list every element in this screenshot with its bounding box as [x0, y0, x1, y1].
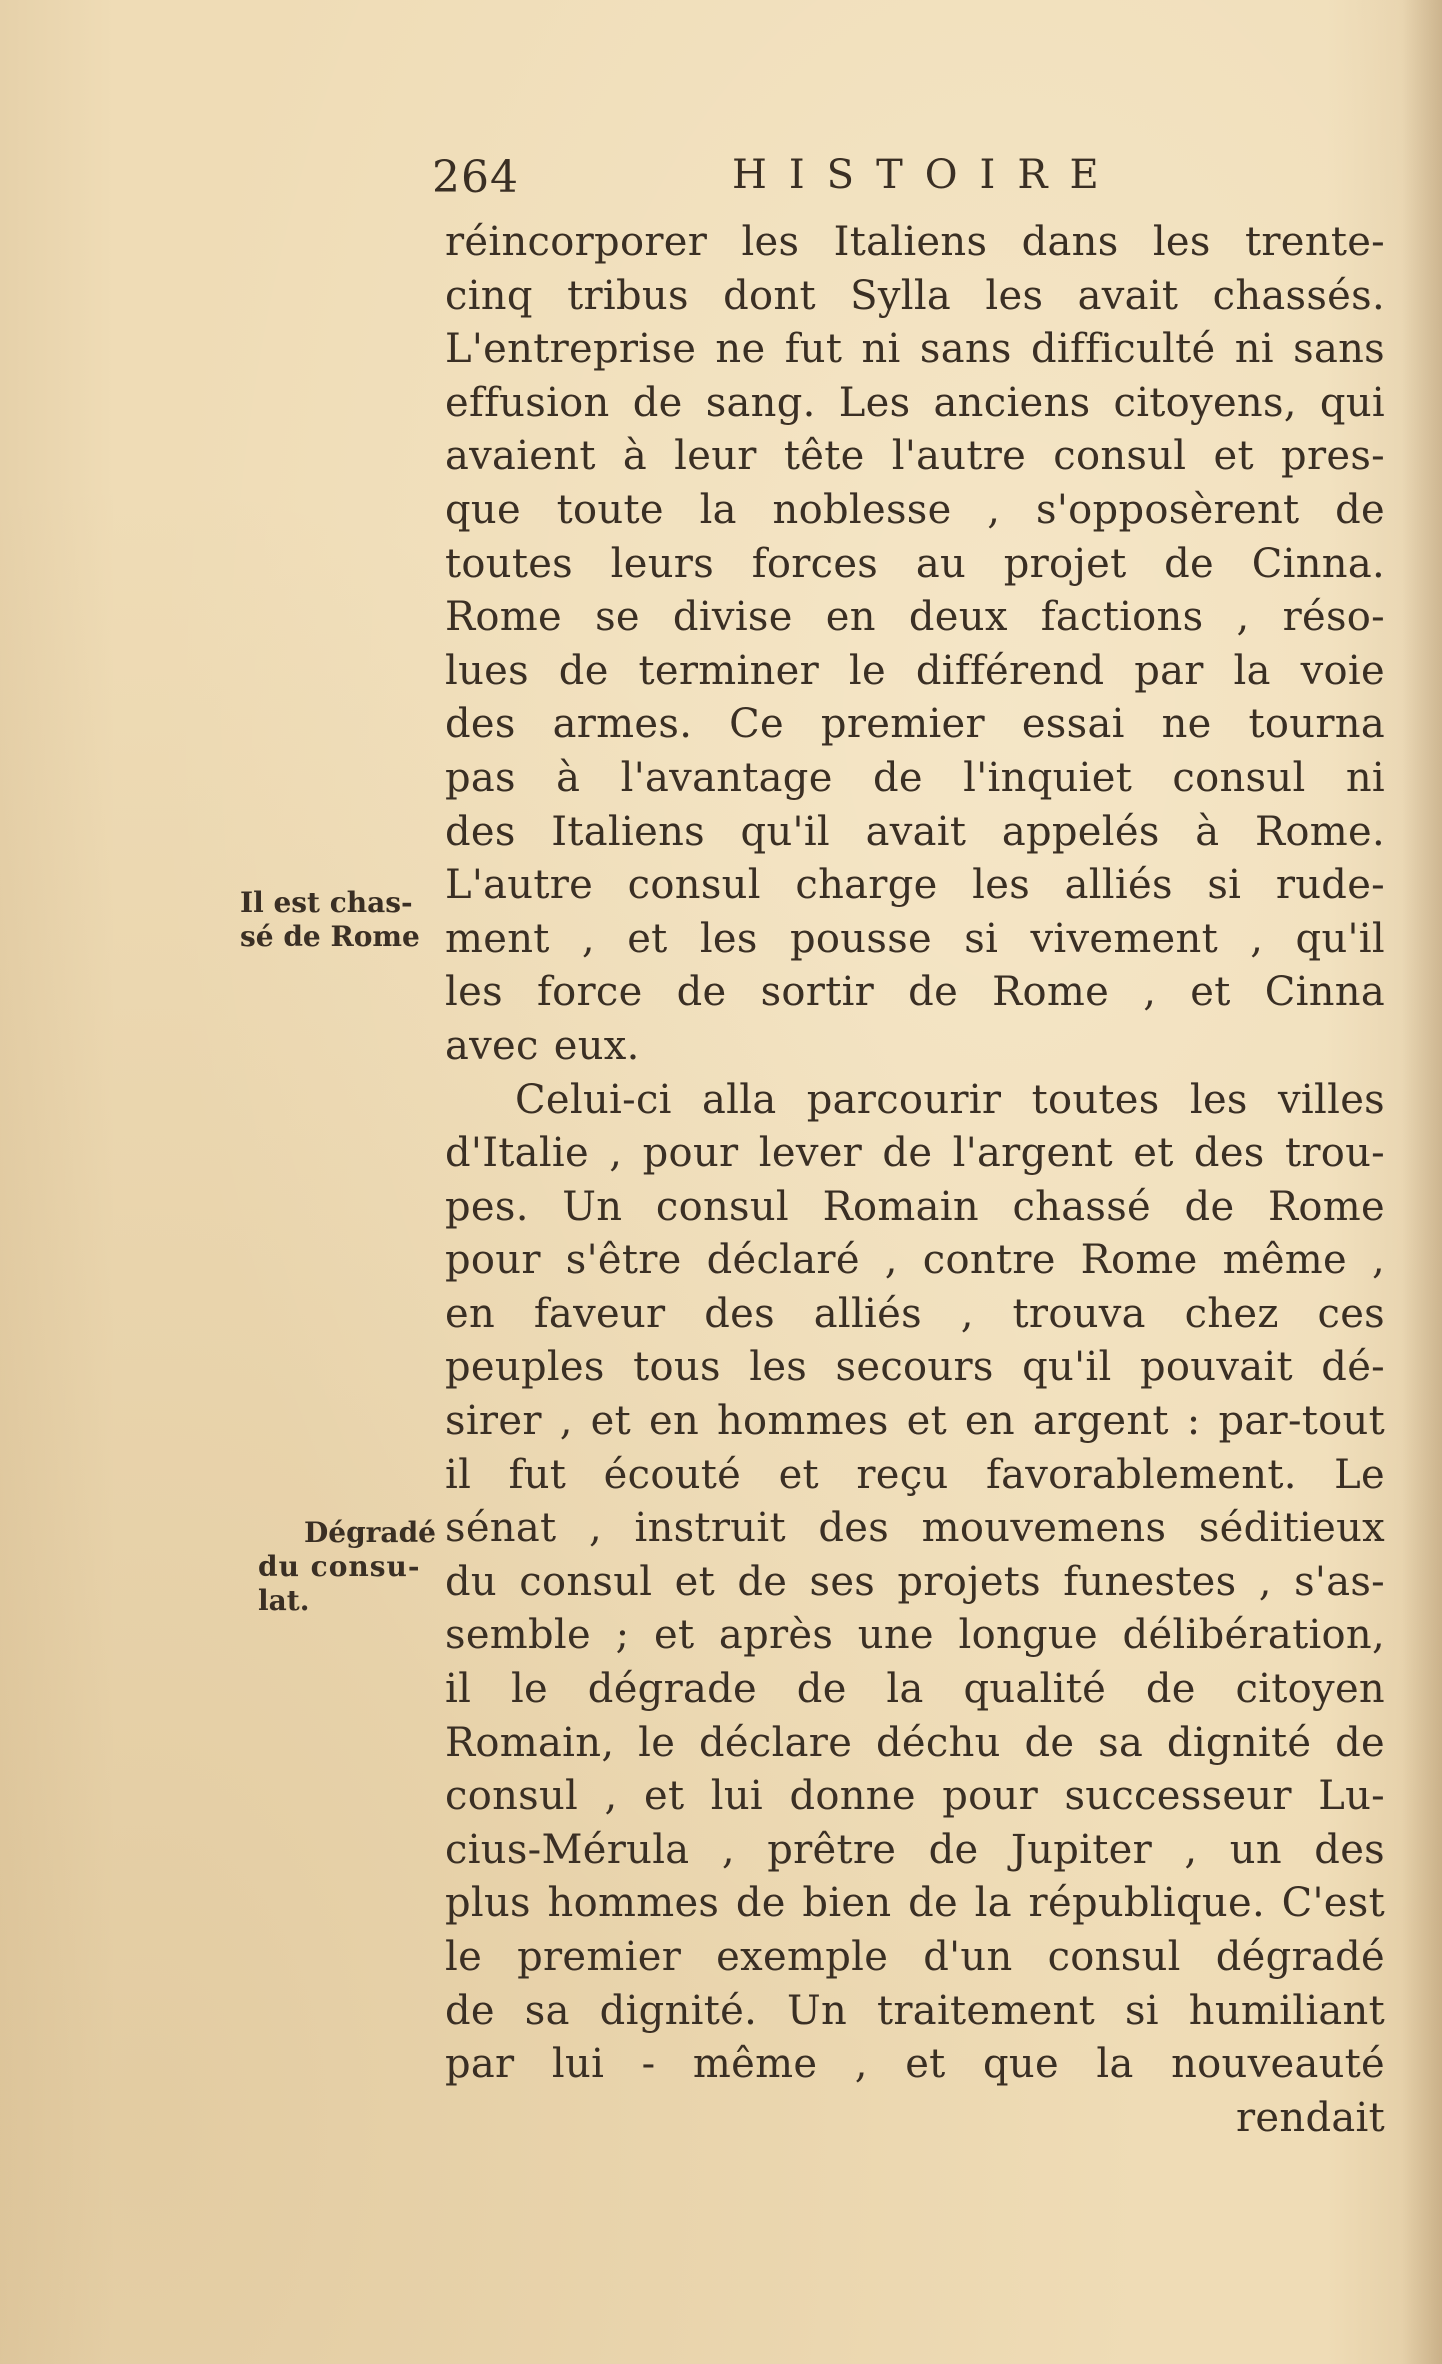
text-line: avec eux.: [445, 1022, 640, 1069]
text-line: les force de sortir de Rome , et Cinna: [445, 969, 1385, 1016]
text-line: consul , et lui donne pour successeur Lu-: [445, 1773, 1385, 1820]
text-line: L'entreprise ne fut ni sans difficulté ni sans: [445, 326, 1385, 373]
text-line: sirer , et en hommes et en argent : par-tout: [445, 1398, 1385, 1445]
text-line: avaient à leur tête l'autre consul et pres-: [445, 433, 1385, 480]
text-line: par lui - même , et que la nouveauté: [445, 2041, 1385, 2088]
text-line: lues de terminer le différend par la voie: [445, 647, 1385, 694]
text-line: du consul et de ses projets funestes , s'as-: [445, 1558, 1385, 1605]
text-line: pes. Un consul Romain chassé de Rome: [445, 1183, 1385, 1230]
text-line: le premier exemple d'un consul dégradé: [445, 1934, 1385, 1980]
text-line: plus hommes de bien de la république. C'est: [445, 1880, 1385, 1927]
text-line: semble ; et après une longue délibération,: [445, 1612, 1385, 1659]
text-line: ment , et les pousse si vivement , qu'il: [445, 915, 1385, 962]
text-line: en faveur des alliés , trouva chez ces: [445, 1290, 1385, 1337]
text-line: cius-Mérula , prêtre de Jupiter , un des: [445, 1826, 1385, 1873]
text-line: peuples tous les secours qu'il pouvait dé-: [445, 1344, 1385, 1391]
text-line: Romain, le déclare déchu de sa dignité de: [445, 1719, 1385, 1766]
margin-note-line: lat.: [258, 1584, 310, 1617]
margin-note-line: sé de Rome: [240, 920, 420, 953]
text-line: Rome se divise en deux factions , réso-: [445, 594, 1385, 641]
text-line: effusion de sang. Les anciens citoyens, qui: [445, 379, 1385, 426]
text-line: L'autre consul charge les alliés si rude-: [445, 862, 1385, 909]
page-number: 264: [432, 152, 519, 203]
margin-note-line: Il est chas-: [240, 886, 413, 919]
margin-note-line: Dégradé: [304, 1516, 436, 1549]
text-line: que toute la noblesse , s'opposèrent de: [445, 486, 1385, 533]
running-title: HISTOIRE: [732, 152, 1121, 198]
text-line: de sa dignité. Un traitement si humiliant: [445, 1987, 1385, 2034]
text-line: des armes. Ce premier essai ne tourna: [445, 701, 1385, 748]
page-edge-shadow: [1402, 0, 1442, 2364]
margin-note-line: du consu-: [258, 1550, 421, 1583]
body-text: [445, 216, 1385, 2145]
text-line: des Italiens qu'il avait appelés à Rome.: [445, 808, 1385, 855]
catchword: rendait: [1236, 2094, 1385, 2141]
text-line: d'Italie , pour lever de l'argent et des trou-: [445, 1130, 1385, 1177]
text-line: il fut écouté et reçu favorablement. Le: [445, 1451, 1385, 1498]
text-line: toutes leurs forces au projet de Cinna.: [445, 540, 1385, 587]
margin-note-degrade-du-consulat: [258, 1516, 436, 1618]
text-line: pas à l'avantage de l'inquiet consul ni: [445, 754, 1385, 801]
text-line: Celui-ci alla parcourir toutes les villes: [515, 1076, 1385, 1123]
text-line: réincorporer les Italiens dans les trente-: [445, 219, 1385, 265]
text-line: sénat , instruit des mouvemens séditieux: [445, 1505, 1385, 1552]
margin-note-chasse-de-rome: [240, 886, 420, 954]
page-header: [432, 152, 1172, 212]
text-line: pour s'être déclaré , contre Rome même ,: [445, 1237, 1385, 1284]
text-line: cinq tribus dont Sylla les avait chassés.: [445, 272, 1385, 319]
text-line: il le dégrade de la qualité de citoyen: [445, 1666, 1385, 1713]
